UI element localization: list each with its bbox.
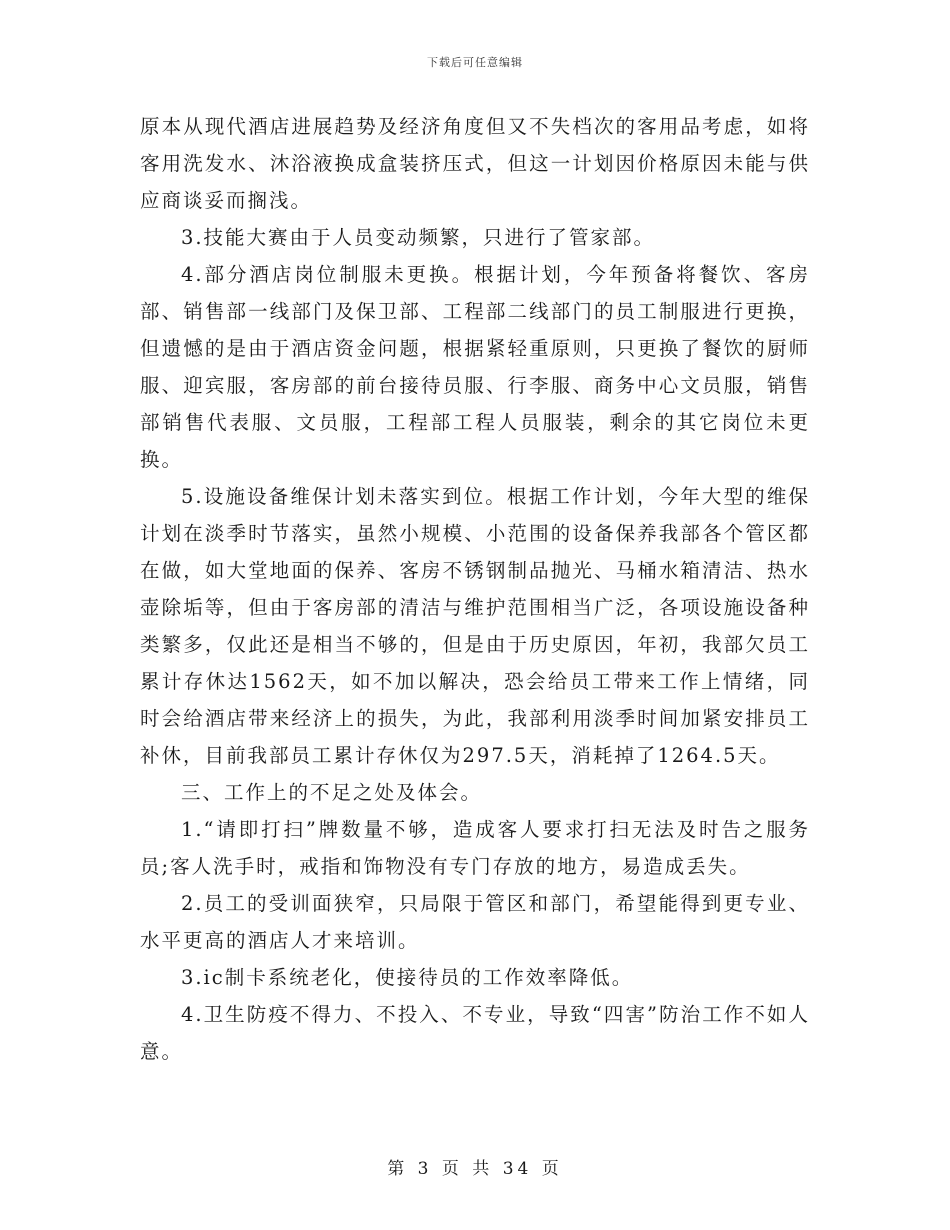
paragraph-continuation: 原本从现代酒店进展趋势及经济角度但又不失档次的客用品考虑，如将客用洗发水、沐浴液换成盒装挤压式，但这一计划因价格原因未能与供应商谈妥而搁浅。	[140, 115, 810, 212]
paragraph-maintenance: 5.设施设备维保计划未落实到位。根据工作计划，今年大型的维保计划在淡季时节落实，虽然小规模、小范围的设备保养我部各个管区都在做，如大堂地面的保养、客房不锈钢制品抛光、马桶水箱清洁、热水壶除垢等，但由于客房部的清洁与维护范围相当广泛，各项设施设备种类繁多，仅此还是相当不够的，但是由于历史原因，年初，我部欠员工累计存休达1562天，如不加以解决，恐会给员工带来工作上情绪，同时会给酒店带来经济上的损失，为此，我部利用淡季时间加紧安排员工补休，目前我部员工累计存休仅为297.5天，消耗掉了1264.5天。	[140, 485, 810, 767]
paragraph-pest-control: 4.卫生防疫不得力、不投入、不专业，导致“四害”防治工作不如人意。	[140, 1003, 810, 1063]
paragraph-training: 2.员工的受训面狭窄，只局限于管区和部门，希望能得到更专业、水平更高的酒店人才来培训。	[140, 892, 810, 952]
paragraph-ic-system: 3.ic制卡系统老化，使接待员的工作效率降低。	[180, 966, 634, 989]
page-number-footer: 第 3 页 共 34 页	[387, 1159, 563, 1179]
page-header: 下载后可任意编辑	[427, 56, 523, 69]
paragraph-skills-contest: 3.技能大赛由于人员变动频繁，只进行了管家部。	[180, 226, 656, 249]
document-body	[140, 108, 810, 1070]
paragraph-cleaning-signs: 1.“请即打扫”牌数量不够，造成客人要求打扫无法及时告之服务员;客人洗手时，戒指和饰物没有专门存放的地方，易造成丢失。	[140, 818, 810, 878]
section-heading-shortcomings: 三、工作上的不足之处及体会。	[180, 781, 482, 804]
paragraph-uniforms: 4.部分酒店岗位制服未更换。根据计划，今年预备将餐饮、客房部、销售部一线部门及保卫部、工程部二线部门的员工制服进行更换，但遗憾的是由于酒店资金问题，根据紧轻重原则，只更换了餐饮的厨师服、迎宾服，客房部的前台接待员服、行李服、商务中心文员服，销售部销售代表服、文员服，工程部工程人员服装，剩余的其它岗位未更换。	[140, 263, 810, 471]
